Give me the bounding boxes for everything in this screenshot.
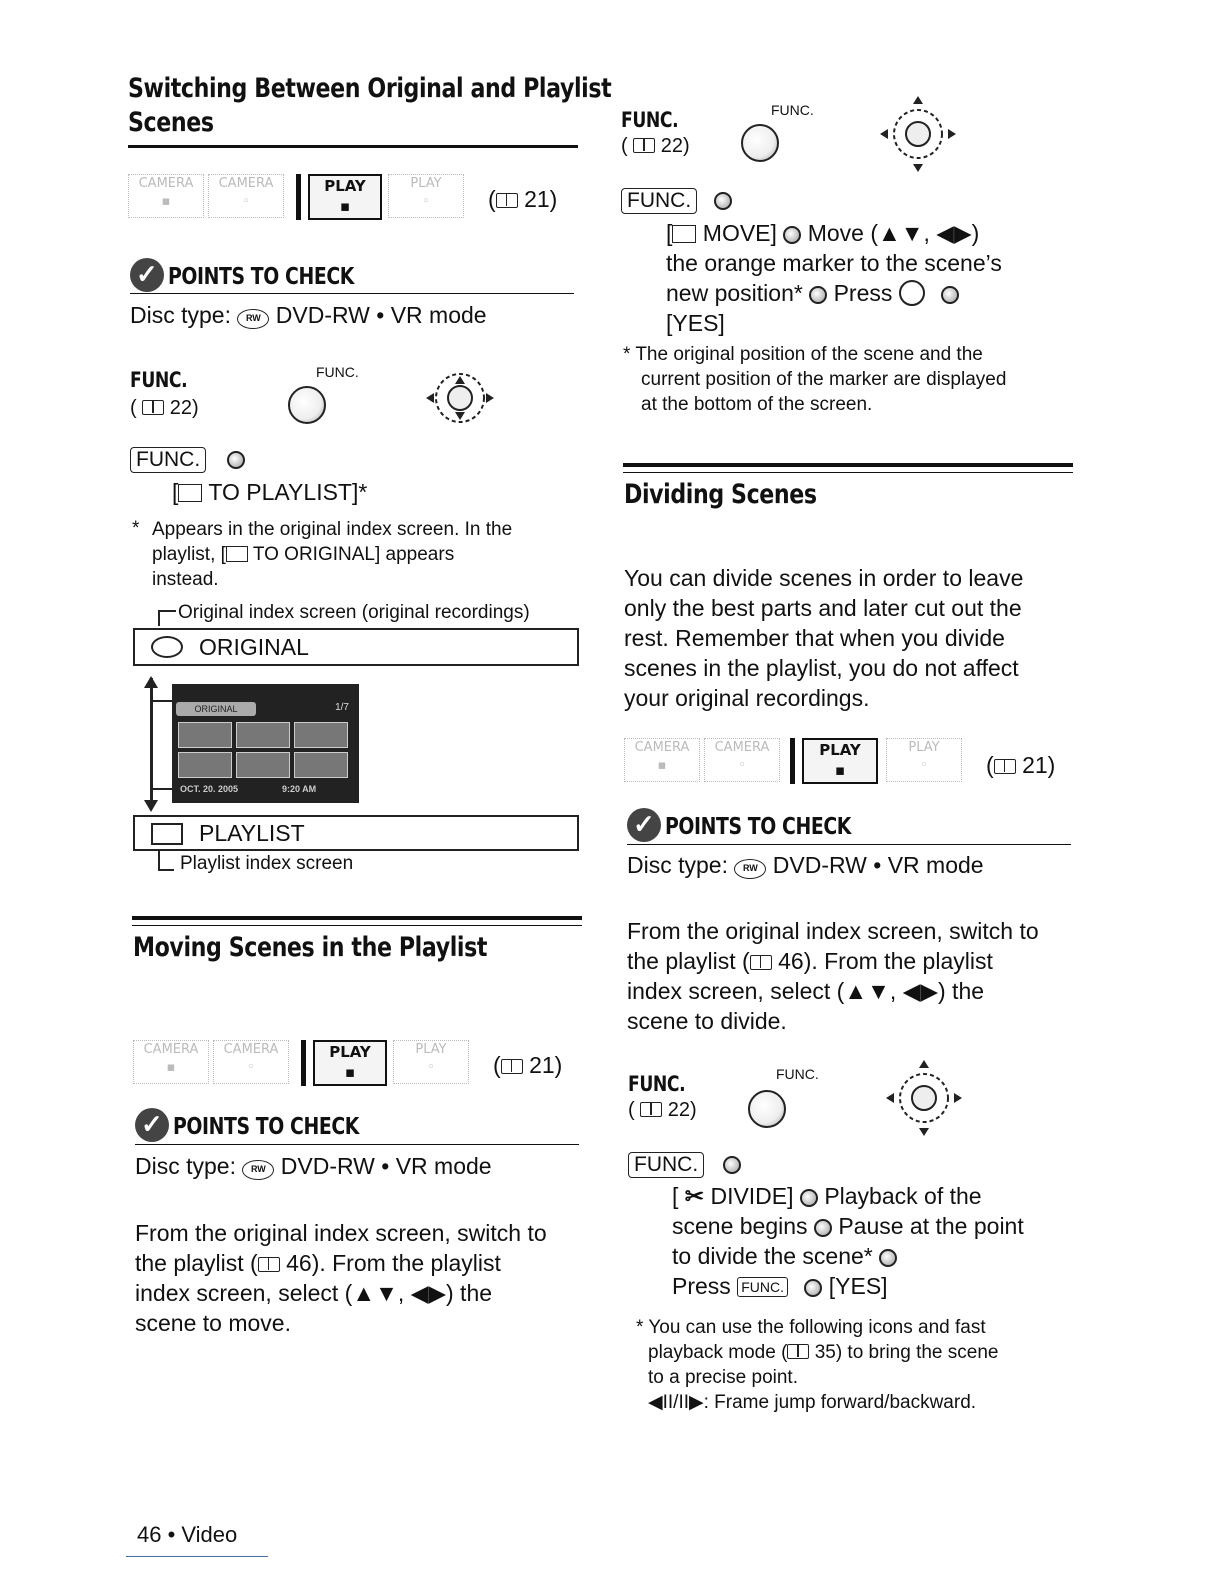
disc-icon: RW [237, 309, 269, 329]
mode-camera-photo: CAMERA ◦ [208, 174, 284, 218]
section-title-dividing: Dividing Scenes [624, 479, 817, 510]
thumbnail [178, 752, 232, 778]
disc-icon: RW [242, 1160, 274, 1180]
mode-camera-photo: CAMERA ◦ [213, 1040, 289, 1084]
playlist-icon [178, 484, 202, 502]
note-line: current position of the marker are displayed [641, 369, 1007, 390]
func-button-caption: FUNC. [776, 1066, 819, 1082]
book-icon [501, 1059, 523, 1074]
book-icon [994, 759, 1016, 774]
book-icon [750, 955, 772, 970]
playlist-label-box [133, 815, 579, 851]
check-icon [130, 258, 164, 292]
arrow-circle-icon [227, 451, 245, 469]
book-icon [787, 1344, 809, 1359]
body-line: the playlist ( 46). From the playlist [135, 1250, 501, 1276]
mode-play-photo: PLAY ◦ [388, 174, 464, 218]
divide-note [636, 1315, 1086, 1415]
thumbnail [178, 722, 232, 748]
note-line-1: Appears in the original index screen. In the [152, 519, 513, 540]
note-line: ◀II/II▶: Frame jump forward/backward. [648, 1392, 977, 1413]
move-line-1: [ MOVE] Move (▲▼, ◀▶) [666, 220, 980, 246]
func-ref: ( 22) [130, 397, 199, 419]
func-step-row [130, 447, 245, 473]
move-line-3: new position* Press [666, 278, 1086, 308]
section-rule-thin [623, 472, 1073, 473]
points-title: POINTS TO CHECK [665, 814, 852, 840]
mode-dial [128, 174, 578, 220]
screen-tab: ORIGINAL [176, 702, 256, 716]
caption-leader-2h [158, 869, 174, 871]
original-label: ORIGINAL [199, 634, 309, 660]
mode-separator [301, 1040, 306, 1086]
func-button-caption: FUNC. [771, 102, 814, 118]
section-rule [128, 145, 578, 148]
page-reference: ( 21) [493, 1052, 563, 1078]
original-label-box [133, 628, 579, 666]
book-icon [258, 1257, 280, 1272]
body-line: From the original index screen, switch to [627, 918, 1039, 944]
divide-steps [672, 1181, 1092, 1301]
points-to-check-header-3 [627, 808, 1071, 842]
mode-camera-movie: CAMERA ▪ [133, 1040, 209, 1084]
caption-leader-2 [158, 851, 160, 871]
original-caption: Original index screen (original recordings) [178, 602, 530, 623]
joystick-icon [420, 358, 500, 438]
body-line: You can divide scenes in order to leave [624, 565, 1024, 591]
arrow-connector-bottom [153, 788, 173, 790]
mode-play-movie: PLAY ▪ [313, 1040, 387, 1086]
check-icon [627, 808, 661, 842]
arrow-circle-icon [804, 1279, 822, 1297]
func-key: FUNC. [621, 188, 697, 214]
body-line: the playlist ( 46). From the playlist [627, 948, 993, 974]
body-line: your original recordings. [624, 685, 870, 711]
divide-line-3: to divide the scene* [672, 1241, 1092, 1271]
disc-type: Disc type: RW DVD-RW • VR mode [130, 302, 487, 328]
points-title: POINTS TO CHECK [168, 264, 355, 290]
note-line: to a precise point. [648, 1367, 798, 1388]
func-label: FUNC. [621, 108, 679, 132]
arrow-circle-icon [809, 286, 827, 304]
move-steps [666, 218, 1086, 338]
mode-play-photo: PLAY ◦ [393, 1040, 469, 1084]
title-line-1: Switching Between Original and Playlist [128, 73, 612, 104]
divide-icon: ✂ [684, 1183, 705, 1209]
thumbnail [236, 752, 290, 778]
points-title: POINTS TO CHECK [173, 1114, 360, 1140]
func-button-icon [748, 1090, 786, 1128]
points-rule [627, 844, 1071, 845]
disc-type: Disc type: RW DVD-RW • VR mode [627, 852, 984, 878]
arrow-circle-icon [714, 192, 732, 210]
body-line: From the original index screen, switch to [135, 1220, 547, 1246]
points-to-check-header-2 [135, 1108, 579, 1142]
moving-body [135, 1218, 585, 1338]
func-ref: ( 22) [621, 135, 690, 157]
func-step-row [628, 1152, 741, 1178]
original-icon [151, 636, 183, 658]
arrow-circle-icon [814, 1219, 832, 1237]
mode-camera-photo: CAMERA ◦ [704, 738, 780, 782]
mode-play-photo: PLAY ◦ [886, 738, 962, 782]
joystick-icon [878, 94, 958, 174]
page-reference: ( 21) [986, 752, 1056, 778]
mode-camera-movie: CAMERA ▪ [128, 174, 204, 218]
func-ref: ( 22) [628, 1099, 697, 1121]
note-line: * You can use the following icons and fast [636, 1317, 986, 1338]
arrow-connector-top [153, 700, 173, 702]
move-note [623, 342, 1083, 417]
playlist-label: PLAYLIST [199, 820, 305, 846]
points-to-check-header [130, 258, 574, 292]
arrow-down-icon [144, 800, 158, 812]
note-star: * [132, 518, 140, 539]
mode-play-movie: PLAY ▪ [802, 738, 878, 784]
func-key: FUNC. [628, 1152, 704, 1178]
body-line: only the best parts and later cut out the [624, 595, 1022, 621]
arrow-circle-icon [800, 1189, 818, 1207]
arrow-circle-icon [941, 286, 959, 304]
func-button-icon [741, 124, 779, 162]
thumbnail [294, 722, 348, 748]
dividing-intro [624, 563, 1084, 713]
body-line: scene to move. [135, 1310, 291, 1336]
index-screen [172, 684, 359, 803]
move-line-4: [YES] [666, 310, 725, 336]
arrow-up-icon [144, 676, 158, 688]
mode-separator [296, 174, 301, 220]
thumbnail [294, 752, 348, 778]
body-line: scene to divide. [627, 1008, 787, 1034]
move-icon [672, 225, 696, 243]
body-line: scenes in the playlist, you do not affect [624, 655, 1019, 681]
book-icon [633, 138, 655, 153]
body-line: index screen, select (▲▼, ◀▶) the [627, 978, 985, 1004]
divide-line-1: [ ✂ DIVIDE] Playback of the [672, 1183, 982, 1209]
step-to-playlist: [ TO PLAYLIST]* [172, 479, 368, 505]
dividing-body [627, 916, 1087, 1036]
func-button-icon [288, 386, 326, 424]
func-key: FUNC. [130, 447, 206, 473]
mode-play-movie: PLAY ▪ [308, 174, 382, 220]
original-icon [226, 546, 248, 562]
arrow-circle-icon [879, 1249, 897, 1267]
func-label: FUNC. [130, 368, 188, 392]
check-icon [135, 1108, 169, 1142]
playlist-caption: Playlist index screen [180, 853, 354, 874]
func-key-small: FUNC. [737, 1277, 788, 1297]
section-title-moving: Moving Scenes in the Playlist [133, 932, 488, 963]
points-rule [135, 1144, 579, 1145]
page-reference: ( 21) [488, 186, 558, 212]
joystick-icon [884, 1058, 964, 1138]
mode-camera-movie: CAMERA ▪ [624, 738, 700, 782]
mode-dial-3 [624, 738, 1074, 784]
note-line-3: instead. [152, 569, 219, 590]
section-rule-thick [132, 916, 582, 920]
mode-dial-2 [133, 1040, 583, 1086]
divide-line-2: scene begins Pause at the point [672, 1213, 1024, 1239]
note-line-2: playlist, [ TO ORIGINAL] appears [152, 544, 455, 565]
func-button-caption: FUNC. [316, 364, 359, 380]
book-icon [496, 193, 518, 208]
set-button-icon [899, 280, 925, 306]
page-footer: 46 • Video [137, 1522, 238, 1547]
divide-line-4: Press FUNC. [YES] [672, 1273, 888, 1299]
book-icon [142, 400, 164, 415]
caption-leader-h [158, 610, 176, 612]
screen-date: OCT. 20. 2005 [180, 784, 239, 794]
footer-rule [126, 1556, 268, 1557]
body-line: rest. Remember that when you divide [624, 625, 1005, 651]
mode-separator [790, 738, 795, 784]
disc-icon: RW [734, 859, 766, 879]
section-title-switching [128, 72, 611, 140]
arrow-circle-icon [783, 226, 801, 244]
title-line-2: Scenes [128, 107, 214, 138]
book-icon [640, 1102, 662, 1117]
screen-count: 1/7 [335, 702, 349, 713]
caption-leader [158, 610, 160, 626]
section-rule-thin [132, 925, 582, 926]
section-rule-thick [623, 463, 1073, 467]
note-line: * The original position of the scene and the [623, 344, 983, 365]
note-line: playback mode ( 35) to bring the scene [648, 1342, 999, 1363]
move-line-2: the orange marker to the scene’s [666, 250, 1002, 276]
points-rule [130, 293, 574, 294]
disc-type: Disc type: RW DVD-RW • VR mode [135, 1153, 492, 1179]
note-text [152, 517, 582, 592]
arrow-circle-icon [723, 1156, 741, 1174]
body-line: index screen, select (▲▼, ◀▶) the [135, 1280, 493, 1306]
playlist-icon [151, 823, 183, 845]
func-label: FUNC. [628, 1072, 686, 1096]
thumbnail [236, 722, 290, 748]
note-line: at the bottom of the screen. [641, 394, 873, 415]
func-step-row [621, 188, 732, 214]
screen-time: 9:20 AM [282, 784, 317, 794]
